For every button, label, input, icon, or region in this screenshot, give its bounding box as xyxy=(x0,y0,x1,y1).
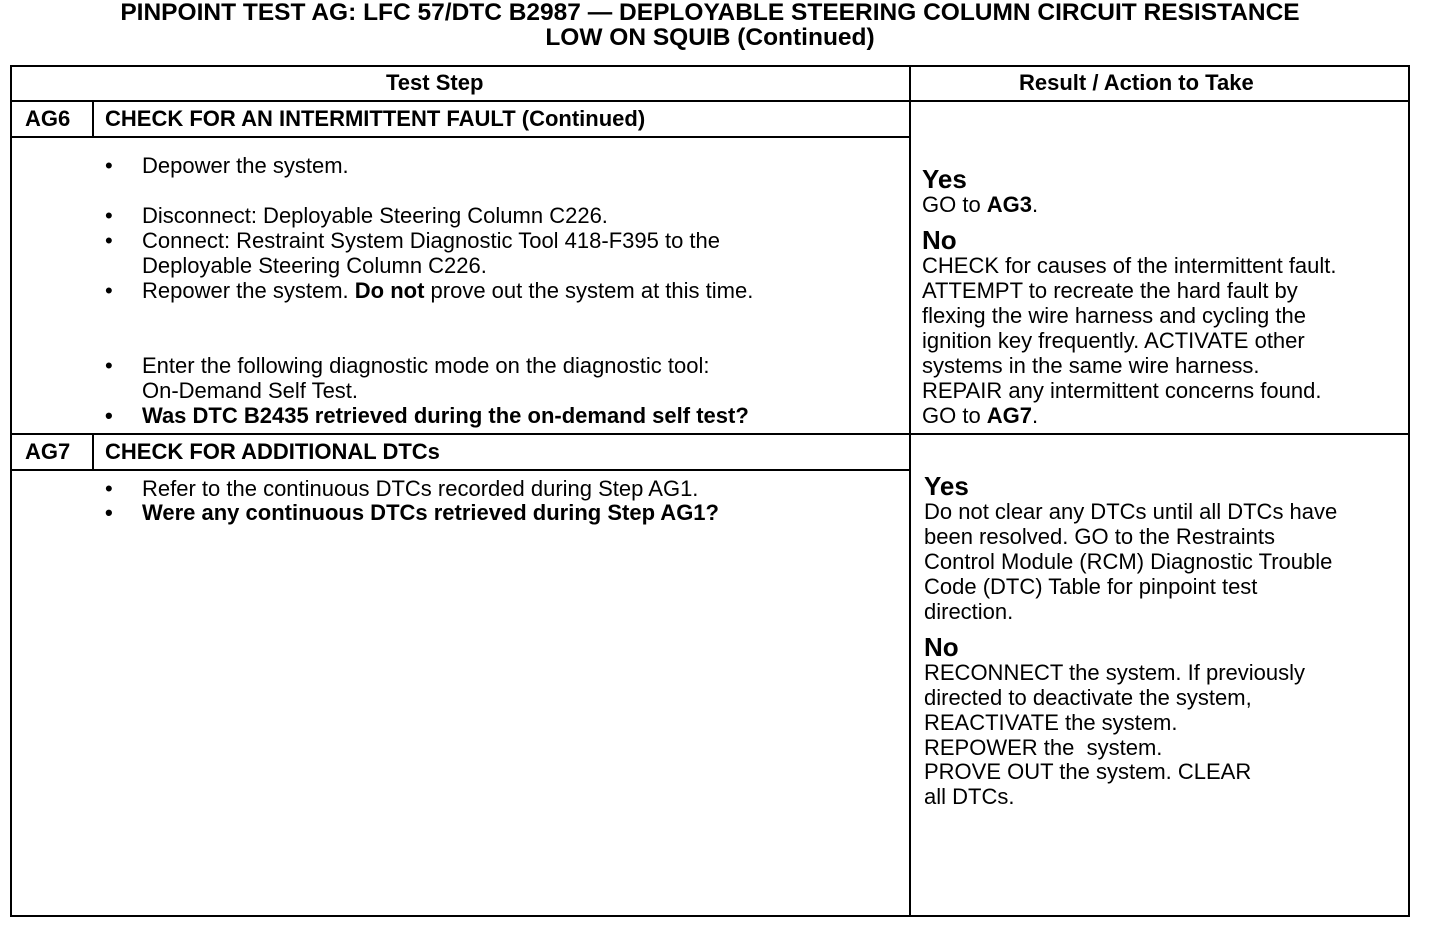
header-test-step: Test Step xyxy=(386,70,484,95)
bullet-marker: • xyxy=(105,203,113,228)
ag6-bullet-3-line-2: Deployable Steering Column C226. xyxy=(142,253,487,278)
ag6-bullet-1: Depower the system. xyxy=(142,153,349,178)
ag7-yes-line-4: Code (DTC) Table for pinpoint test xyxy=(924,574,1258,599)
bullet-marker: • xyxy=(105,500,113,525)
bullet-marker: • xyxy=(105,353,113,378)
column-divider xyxy=(909,66,911,916)
ag7-no-line-5: PROVE OUT the system. CLEAR xyxy=(924,759,1252,784)
ag6-no-goto-post: . xyxy=(1032,403,1039,428)
ag7-bullet-1: Refer to the continuous DTCs recorded during Step AG1. xyxy=(142,476,699,501)
bullet-marker: • xyxy=(105,228,113,253)
ag7-no-line-6: all DTCs. xyxy=(924,784,1015,809)
step-heading-ag6: CHECK FOR AN INTERMITTENT FAULT (Continued) xyxy=(105,106,646,131)
ag7-id-divider xyxy=(92,434,94,470)
ag6-yes-action xyxy=(922,192,1038,217)
step-separator xyxy=(11,433,1409,435)
step-id-ag6: AG6 xyxy=(25,106,71,131)
ag6-bullet-4-pre: Repower the system. xyxy=(142,278,355,303)
step-heading-ag7: CHECK FOR ADDITIONAL DTCs xyxy=(105,439,440,464)
ag7-heading-divider xyxy=(11,469,909,471)
ag7-yes-line-2: been resolved. GO to the Restraints xyxy=(924,524,1275,549)
ag6-no-line-2: ATTEMPT to recreate the hard fault by xyxy=(922,278,1298,303)
ag6-yes-label: Yes xyxy=(922,164,967,194)
ag6-question: Was DTC B2435 retrieved during the on-demand self test? xyxy=(142,403,749,428)
header-divider xyxy=(11,100,1409,102)
ag6-bullet-2: Disconnect: Deployable Steering Column C226. xyxy=(142,203,608,228)
bullet-marker: • xyxy=(105,153,113,178)
ag6-no-line-6: REPAIR any intermittent concerns found. xyxy=(922,378,1322,403)
header-result: Result / Action to Take xyxy=(1019,70,1254,95)
title-line-2: LOW ON SQUIB (Continued) xyxy=(545,24,875,51)
title-line-1: PINPOINT TEST AG: LFC 57/DTC B2987 — DEPLOYABLE STEERING COLUMN CIRCUIT RESISTANCE xyxy=(120,0,1300,26)
bullet-marker: • xyxy=(105,476,113,501)
ag7-yes-line-1: Do not clear any DTCs until all DTCs have xyxy=(924,499,1338,524)
ag6-bullet-5-line-1: Enter the following diagnostic mode on the diagnostic tool: xyxy=(142,353,710,378)
ag6-no-line-1: CHECK for causes of the intermittent fault. xyxy=(922,253,1337,278)
ag6-no-line-4: ignition key frequently. ACTIVATE other xyxy=(922,328,1305,353)
ag7-yes-line-5: direction. xyxy=(924,599,1014,624)
ag6-bullet-4 xyxy=(142,278,753,303)
bullet-marker: • xyxy=(105,278,113,303)
ag6-id-divider xyxy=(92,101,94,137)
ag7-yes-label: Yes xyxy=(924,471,969,501)
ag7-question: Were any continuous DTCs retrieved during Step AG1? xyxy=(142,500,719,525)
ag6-no-label: No xyxy=(922,225,957,255)
ag7-no-line-2: directed to deactivate the system, xyxy=(924,685,1252,710)
ag6-no-line-3: flexing the wire harness and cycling the xyxy=(922,303,1306,328)
ag7-no-line-4: REPOWER the system. xyxy=(924,735,1163,760)
ag6-yes-pre: GO to xyxy=(922,192,987,217)
ag7-no-line-3: REACTIVATE the system. xyxy=(924,710,1178,735)
bullet-marker: • xyxy=(105,403,113,428)
ag6-bullet-4-post: prove out the system at this time. xyxy=(424,278,754,303)
ag6-yes-goto: AG3 xyxy=(986,192,1033,217)
ag7-no-line-1: RECONNECT the system. If previously xyxy=(924,660,1306,685)
ag6-no-goto-target: AG7 xyxy=(986,403,1033,428)
ag6-bullet-4-emphasis: Do not xyxy=(354,278,425,303)
step-id-ag7: AG7 xyxy=(25,439,71,464)
ag6-bullet-3-line-1: Connect: Restraint System Diagnostic Tool 418-F395 to the xyxy=(142,228,721,253)
ag6-bullet-5-line-2: On-Demand Self Test. xyxy=(142,378,359,403)
ag6-no-line-5: systems in the same wire harness. xyxy=(922,353,1260,378)
ag6-no-goto xyxy=(922,403,1038,428)
page-title xyxy=(0,0,1420,50)
ag6-no-goto-pre: GO to xyxy=(922,403,987,428)
ag6-yes-post: . xyxy=(1032,192,1039,217)
ag6-heading-divider xyxy=(11,136,909,138)
ag7-no-label: No xyxy=(924,632,959,662)
ag7-yes-line-3: Control Module (RCM) Diagnostic Trouble xyxy=(924,549,1333,574)
